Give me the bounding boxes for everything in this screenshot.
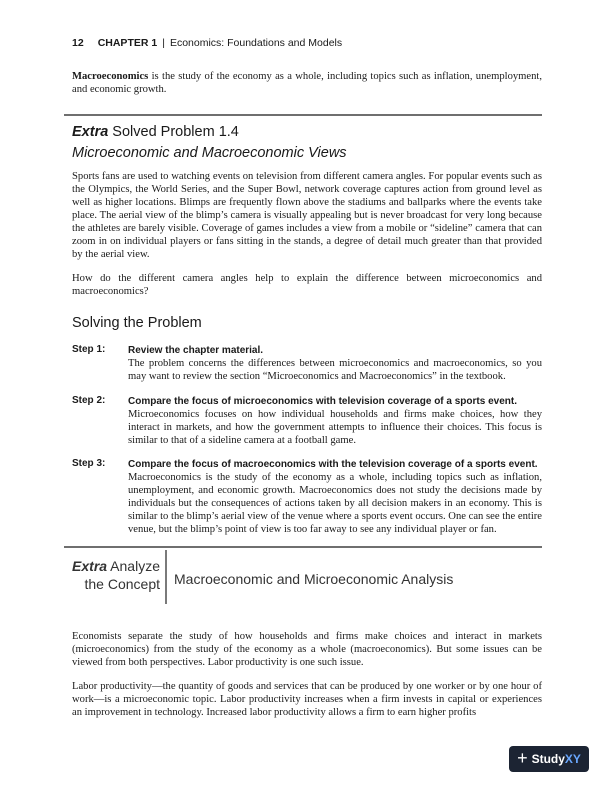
analyze-label-prefix: Extra [72,558,108,574]
step-3-title: Compare the focus of macroeconomics with the television coverage of a sports event. [128,459,538,470]
step-1-title: Review the chapter material. [128,345,264,356]
brand-main: Study [531,752,565,766]
solving-heading: Solving the Problem [72,315,202,331]
analyze-paragraph-2: Labor productivity—the quantity of goods and services that can be produced by one worker or by one hour of work—is a microeconomic topic. Labor productivity increases when a firm invests in capital or experiences an improvement in technology. Increased labor productivity allows a firm to earn higher profits [72,681,542,718]
running-header [72,37,342,49]
step-1-text: The problem concerns the differences between microeconomics and macroeconomics, so you may want to review the section “Microeconomics and Macroeconomics” in the textbook. [128,358,542,382]
solved-problem-title-rest: Solved Problem 1.4 [108,124,239,140]
solved-problem-question: How do the different camera angles help to explain the difference between microeconomics and macroeconomics? [72,273,542,297]
step-2-title: Compare the focus of microeconomics with television coverage of a sports event. [128,396,517,407]
intro-rest: is the study of the economy as a whole, including topics such as inflation, unemployment, and economic growth. [72,71,542,95]
analyze-label-line2: the Concept [84,576,160,592]
solved-problem-paragraph: Sports fans are used to watching events on television from different camera angles. For popular events such as the Olympics, the World Series, and the Super Bowl, network coverage captures action from ground level as well as higher locations. Blimps are frequently flown above the stadiums and ballparks where the events take place. The aerial view of the blimp’s camera is visually appealing but is never broadcast for very long because the athletes are barely visible. Coverage of games includes a view from a mobile or “sideline” camera that can zoom in on individual players or fans sitting in the stands, a degree of detail much greater than that provided by the aerial view. [72,171,542,260]
intro-paragraph [72,70,542,96]
step-3 [128,458,542,536]
analyze-divider [165,550,167,604]
section-rule-top [64,114,542,116]
step-1-label: Step 1: [72,344,106,355]
analyze-label-line1-rest: Analyze [107,558,160,574]
plus-icon: + [517,748,528,768]
studyxy-badge[interactable] [509,746,589,772]
step-1 [128,344,542,383]
analyze-label [72,557,160,593]
analyze-paragraph-1: Economists separate the study of how households and firms make choices and interact in markets (microeconomics) from the study of the economy as a whole (macroeconomics). But some issues can be viewed from both perspectives. Labor productivity is one such issue. [72,631,542,668]
solved-problem-title [72,124,239,140]
page-number: 12 [72,37,84,49]
step-3-label: Step 3: [72,458,106,469]
chapter-label: CHAPTER 1 [97,37,158,49]
step-2 [128,395,542,447]
solved-problem-title-prefix: Extra [72,124,109,140]
brand-name [532,752,581,766]
step-3-text: Macroeconomics is the study of the economy as a whole, including topics such as inflation, unemployment, and economic growth. Macroeconomics does not study the decisions made by individuals but the consequences of actions taken by all decision makers in an economy. This is similar to the blimp’s aerial view of the venue where a sports event occurs. One can see the entire venue, but the blimp’s point of view is too far away to see any individual player or fan. [128,472,542,535]
analyze-title: Macroeconomic and Microeconomic Analysis [174,571,454,587]
step-2-label: Step 2: [72,395,106,406]
chapter-title: Economics: Foundations and Models [169,37,343,49]
intro-term: Macroeconomics [72,71,149,82]
solved-problem-subtitle: Microeconomic and Macroeconomic Views [72,145,347,161]
brand-accent: XY [564,752,581,766]
step-2-text: Microeconomics focuses on how individual households and firms make choices, how they interact in markets, and how the government attempts to influence their choices. This focus is similar to that of a sideline camera at a football game. [128,409,542,446]
header-separator: | [162,37,165,49]
section-rule-bottom [64,546,542,548]
